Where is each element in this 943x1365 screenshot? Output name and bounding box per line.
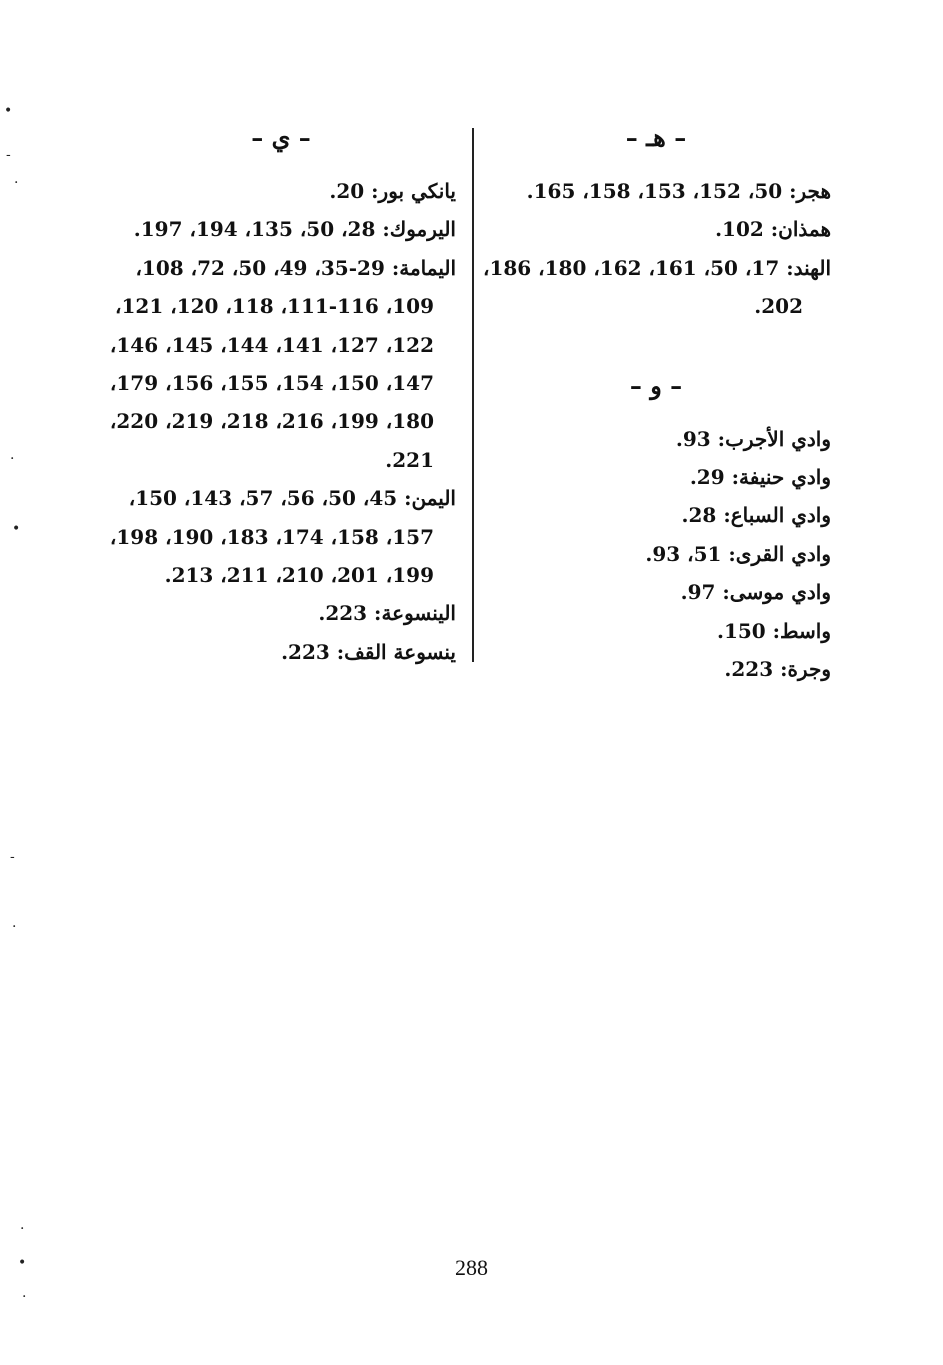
index-entry: وادي حنيفة: 29. xyxy=(689,465,831,490)
scan-speck: • xyxy=(4,103,13,119)
page-number: 288 xyxy=(455,1255,488,1280)
index-entry: الهند: 17، 50، 161، 162، 180، 186، xyxy=(482,255,831,280)
index-entry: وجرة: 223. xyxy=(724,657,831,682)
scan-speck: • xyxy=(18,1255,27,1271)
index-entry: الينسوعة: 223. xyxy=(318,601,456,626)
index-entry: اليمن: 45، 50، 56، 57، 143، 150، xyxy=(128,486,456,511)
scan-speck: · xyxy=(14,175,19,191)
index-entry: ينسوعة القف: 223. xyxy=(281,639,456,664)
index-entry: يانكي بور: 20. xyxy=(329,179,456,203)
index-entry: وادي الأجرب: 93. xyxy=(675,426,831,451)
index-entry: 122، 127، 141، 144، 145، 146، xyxy=(109,332,434,357)
index-entry: اليرموك: 28، 50، 135، 194، 197. xyxy=(133,217,456,242)
index-entry: 157، 158، 174، 183، 190، 198، xyxy=(109,524,434,549)
scan-speck: · xyxy=(10,451,15,467)
scan-speck: · xyxy=(22,1289,27,1305)
scan-speck: ‐ xyxy=(6,147,11,163)
scan-speck: ‐ xyxy=(10,849,15,865)
index-entry: واسط: 150. xyxy=(716,618,831,643)
index-entry: 199، 201، 210، 211، 213. xyxy=(164,563,434,588)
column-divider xyxy=(472,128,474,662)
index-entry: هجر: 50، 152، 153، 158، 165. xyxy=(526,179,831,203)
index-entry: 221. xyxy=(385,447,434,472)
index-entry: همذان: 102. xyxy=(715,217,831,242)
scan-speck: · xyxy=(20,1221,25,1237)
index-entry: اليمامة: 29-35، 49، 50، 72، 108، xyxy=(135,255,456,280)
index-column-left xyxy=(106,118,456,671)
index-entry: 109، 111-116، 118، 120، 121، xyxy=(115,294,434,319)
index-entry: 180، 199، 216، 218، 219، 220، xyxy=(109,409,434,434)
index-entry: 147، 150، 154، 155، 156، 179، xyxy=(109,371,434,396)
index-entry: 202. xyxy=(754,294,803,319)
section-header-y: – ي – xyxy=(251,123,311,152)
scan-speck: · xyxy=(12,919,17,935)
scan-speck: • xyxy=(12,521,21,537)
index-entry: وادي السباع: 28. xyxy=(681,503,831,528)
index-entry: وادي موسى: 97. xyxy=(680,580,831,605)
index-entry: وادي القرى: 51، 93. xyxy=(645,541,831,566)
index-column-right xyxy=(481,118,831,688)
section-header-h: – هـ – xyxy=(625,123,687,152)
section-header-w: – و – xyxy=(629,370,683,400)
